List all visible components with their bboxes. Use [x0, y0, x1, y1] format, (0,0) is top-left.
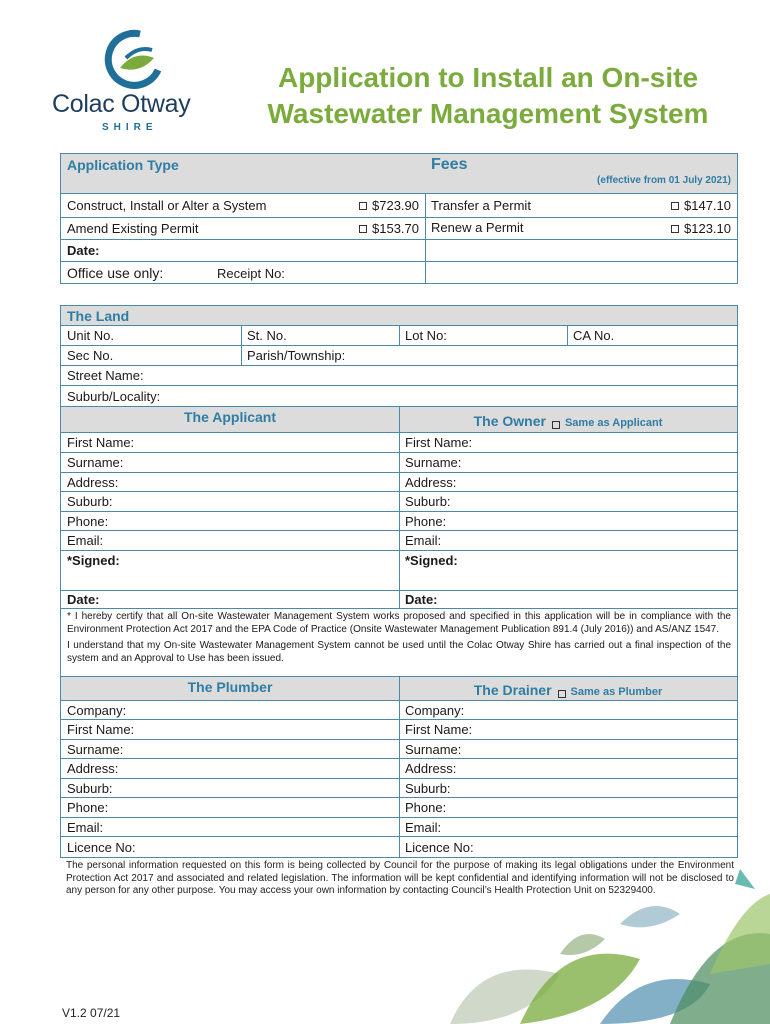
owner-address: Address: [405, 474, 457, 490]
construct-checkbox[interactable] [359, 202, 367, 210]
application-type-heading: Application Type [61, 154, 425, 193]
fees-effective: (effective from 01 July 2021) [597, 175, 731, 186]
plumber-company: Company: [67, 702, 127, 718]
sec-label: Sec No. [67, 348, 114, 363]
amend-label: Amend Existing Permit [67, 221, 199, 236]
fees-heading: Fees [431, 156, 468, 173]
owner-suburb: Suburb: [405, 494, 451, 509]
office-use-label: Office use only: [67, 265, 164, 281]
applicant-date: Date: [67, 592, 100, 607]
drainer-same-label: Same as Plumber [570, 686, 663, 698]
applicant-signed: *Signed: [67, 553, 120, 568]
renew-fee: $123.10 [684, 221, 731, 236]
plumber-surname: Surname: [67, 741, 124, 757]
owner-phone: Phone: [405, 513, 447, 529]
plumber-heading: The Plumber [187, 679, 273, 695]
owner-date: Date: [405, 592, 438, 607]
council-logo [52, 28, 212, 138]
transfer-label: Transfer a Permit [431, 198, 531, 213]
transfer-fee: $147.10 [684, 198, 731, 213]
applicant-surname: Surname: [67, 455, 124, 470]
plumber-licence: Licence No: [67, 839, 136, 855]
drainer-phone: Phone: [405, 800, 447, 815]
drainer-address: Address: [405, 761, 457, 776]
owner-same-label: Same as Applicant [564, 417, 663, 429]
applicant-address: Address: [67, 474, 119, 490]
page-title [228, 60, 748, 132]
owner-signed: *Signed: [405, 553, 458, 568]
logo-sub: SHIRE [102, 122, 158, 133]
owner-first-name: First Name: [405, 435, 473, 450]
title-line-1: Application to Install an On-site [277, 62, 699, 93]
application-date-label: Date: [67, 243, 100, 258]
drainer-company: Company: [405, 702, 465, 718]
amend-checkbox[interactable] [359, 225, 367, 233]
drainer-licence: Licence No: [405, 839, 474, 855]
plumber-first-name: First Name: [67, 722, 135, 737]
logo-name: Colac Otway [52, 90, 191, 118]
unit-label: Unit No. [67, 328, 114, 343]
drainer-suburb: Suburb: [405, 780, 451, 796]
title-line-2: Wastewater Management System [267, 98, 709, 129]
application-type-section [60, 153, 738, 284]
certify-text: * I hereby certify that all On-site Wastewater Management System works proposed and specified in this application will be in compliance with the Environment Protection Act 2017 and the EPA Code of Practice (Onsite Wastewater Management Publication 891.4 (July 2016)) and AS/ANZ 1547. [67, 611, 731, 635]
owner-email: Email: [405, 533, 442, 548]
owner-heading: The Owner [473, 413, 546, 429]
details-section [60, 305, 738, 858]
parish-label: Parish/Township: [247, 348, 346, 363]
st-label: St. No. [247, 328, 287, 343]
street-label: Street Name: [67, 368, 144, 383]
plumber-address: Address: [67, 761, 119, 776]
drainer-same-checkbox[interactable] [558, 690, 566, 698]
drainer-heading: The Drainer [473, 682, 552, 698]
drainer-surname: Surname: [405, 741, 462, 757]
amend-fee: $153.70 [372, 221, 419, 236]
applicant-email: Email: [67, 533, 104, 548]
renew-checkbox[interactable] [671, 225, 679, 233]
suburb-locality-label: Suburb/Locality: [67, 388, 161, 404]
lot-label: Lot No: [405, 328, 447, 343]
owner-surname: Surname: [405, 455, 462, 470]
drainer-email: Email: [405, 819, 442, 835]
receipt-label: Receipt No: [217, 265, 285, 281]
land-heading: The Land [67, 307, 130, 324]
applicant-phone: Phone: [67, 513, 109, 529]
construct-label: Construct, Install or Alter a System [67, 198, 267, 213]
plumber-email: Email: [67, 819, 104, 835]
privacy-notice: The personal information requested on this form is being collected by Council for the purpose of making its legal obligations under the Environment Protection Act 2017 and associated and related legislation. The information will be kept confidential and identifying information will not be disclosed to any person for any other purpose. You may access your own information by contacting Council’s Health Protection Unit on 52329400. [66, 860, 734, 896]
construct-fee: $723.90 [372, 198, 419, 213]
renew-label: Renew a Permit [431, 220, 524, 235]
owner-same-checkbox[interactable] [552, 421, 560, 429]
applicant-heading: The Applicant [183, 409, 277, 425]
applicant-first-name: First Name: [67, 435, 135, 450]
plumber-phone: Phone: [67, 800, 109, 815]
leaves-decoration-icon [410, 864, 770, 1024]
understand-text: I understand that my On-site Wastewater Management System cannot be used until the Colac Otway Shire has carried out a final inspection of the system and an Approval to Use has been issued. [67, 640, 731, 664]
version-label: V1.2 07/21 [62, 1006, 121, 1020]
logo-swirl-icon [100, 28, 164, 92]
drainer-first-name: First Name: [405, 722, 473, 737]
transfer-checkbox[interactable] [671, 202, 679, 210]
ca-label: CA No. [573, 328, 615, 343]
plumber-suburb: Suburb: [67, 780, 113, 796]
applicant-suburb: Suburb: [67, 494, 113, 509]
